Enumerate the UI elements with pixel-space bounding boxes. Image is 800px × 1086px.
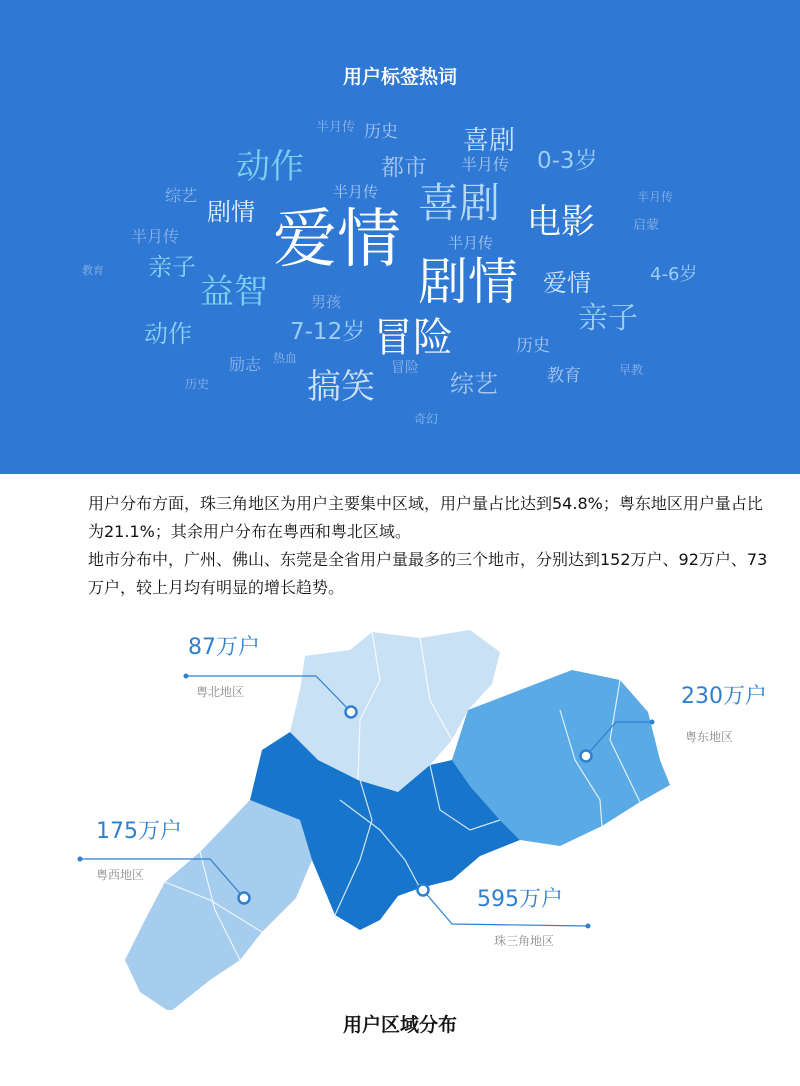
cloud-word: 奇幻 <box>414 412 439 426</box>
region-name-west: 粤西地区 <box>96 868 145 882</box>
cloud-word: 亲子 <box>148 253 196 281</box>
distribution-description <box>88 490 778 602</box>
cloud-word: 0-3岁 <box>537 148 598 174</box>
line-end-dot <box>78 857 83 862</box>
description-paragraph: 地市分布中，广州、佛山、东莞是全省用户量最多的三个地市，分别达到152万户、92万户、73万户，较上月均有明显的增长趋势。 <box>88 550 768 597</box>
cloud-word: 教育 <box>82 264 104 277</box>
cloud-word: 半月传 <box>448 234 494 252</box>
cloud-word: 电影 <box>527 202 595 242</box>
cloud-word: 半月传 <box>333 183 379 201</box>
marker-prd <box>418 885 429 896</box>
marker-west <box>239 893 250 904</box>
cloud-word: 热血 <box>273 351 298 365</box>
cloud-word: 男孩 <box>311 293 342 311</box>
cloud-word: 喜剧 <box>463 126 516 156</box>
cloud-word: 励志 <box>229 355 262 374</box>
map-title: 用户区域分布 <box>342 1014 457 1036</box>
region-name-prd: 珠三角地区 <box>494 934 555 948</box>
cloud-word: 喜剧 <box>418 179 500 227</box>
region-value-prd: 595万户 <box>477 887 563 912</box>
cloud-word: 动作 <box>144 320 192 348</box>
cloud-word: 半月传 <box>131 227 180 246</box>
region-name-north: 粤北地区 <box>196 685 245 699</box>
cloud-word: 爱情 <box>543 269 591 297</box>
cloud-word: 半月传 <box>637 190 674 204</box>
cloud-word: 冒险 <box>391 360 419 376</box>
cloud-word: 综艺 <box>450 370 498 398</box>
description-paragraph: 用户分布方面，珠三角地区为用户主要集中区域，用户量占比达到54.8%；粤东地区用户量占比为21.1%；其余用户分布在粤西和粤北区域。 <box>88 494 763 541</box>
line-end-dot <box>650 720 655 725</box>
cloud-word: 综艺 <box>165 186 198 205</box>
cloud-word: 7-12岁 <box>290 319 366 345</box>
cloud-word: 动作 <box>236 147 304 187</box>
cloud-word: 历史 <box>516 336 550 356</box>
region-value-east: 230万户 <box>681 684 767 709</box>
cloud-word: 4-6岁 <box>650 264 698 285</box>
region-value-west: 175万户 <box>96 819 182 844</box>
word-cloud-title: 用户标签热词 <box>342 66 457 88</box>
guangdong-map <box>0 620 800 1010</box>
region-label-west <box>96 821 182 843</box>
region-name-east: 粤东地区 <box>685 730 734 744</box>
cloud-word: 启蒙 <box>633 218 660 233</box>
region-label-north <box>188 637 260 659</box>
cloud-word: 剧情 <box>418 253 518 311</box>
cloud-word: 益智 <box>200 272 268 312</box>
cloud-word: 搞笑 <box>307 367 375 407</box>
cloud-word: 早教 <box>619 363 644 377</box>
cloud-word: 爱情 <box>273 203 401 277</box>
cloud-word: 历史 <box>185 377 210 391</box>
region-value-north: 87万户 <box>188 635 260 660</box>
cloud-word: 亲子 <box>578 301 638 336</box>
cloud-word: 半月传 <box>461 155 510 174</box>
cloud-word: 教育 <box>547 366 581 386</box>
cloud-word: 冒险 <box>373 315 453 361</box>
line-end-dot <box>586 924 591 929</box>
cloud-word: 半月传 <box>316 120 356 135</box>
cloud-word: 历史 <box>364 122 398 142</box>
marker-east <box>581 751 592 762</box>
word-cloud-panel <box>0 0 800 474</box>
region-label-prd <box>477 889 563 911</box>
region-label-east <box>681 686 767 708</box>
cloud-word: 剧情 <box>207 198 255 226</box>
cloud-word: 都市 <box>381 155 427 181</box>
line-end-dot <box>184 674 189 679</box>
marker-north <box>346 707 357 718</box>
